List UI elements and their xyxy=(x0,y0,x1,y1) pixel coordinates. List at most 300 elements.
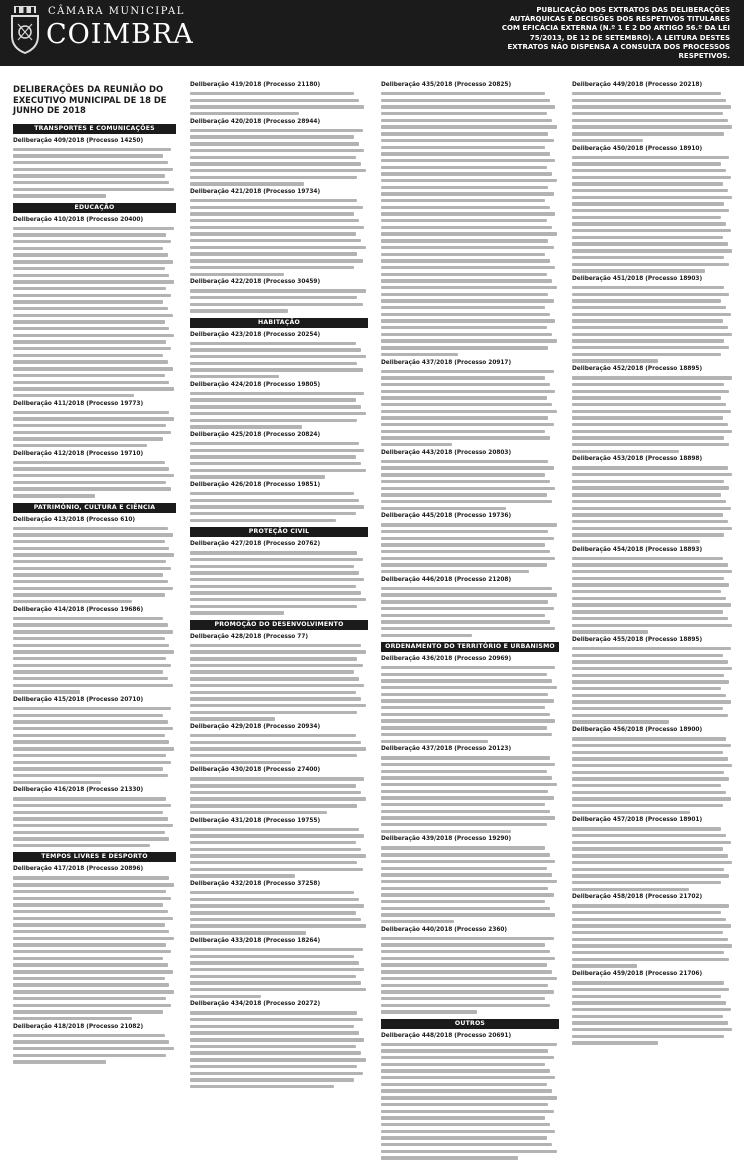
text-line xyxy=(381,810,550,813)
deliberation-title: Deliberação 433/2018 (Processo 18264) xyxy=(190,937,321,944)
text-line xyxy=(190,868,363,871)
text-line xyxy=(381,593,557,596)
text-line xyxy=(381,259,550,262)
text-line xyxy=(190,469,366,472)
text-line xyxy=(381,293,548,296)
text-line xyxy=(572,269,705,272)
text-line xyxy=(572,443,729,446)
deliberation-body xyxy=(381,756,559,833)
text-line xyxy=(572,319,723,322)
deliberation-body xyxy=(572,557,734,634)
text-line xyxy=(572,981,724,984)
text-line xyxy=(381,370,554,373)
section-header: EDUCAÇÃO xyxy=(13,203,176,213)
text-line xyxy=(381,907,550,910)
text-line xyxy=(13,897,171,900)
text-line xyxy=(572,654,723,657)
text-line xyxy=(13,957,163,960)
deliberation-body xyxy=(13,148,176,198)
text-line xyxy=(572,263,729,266)
text-line xyxy=(190,578,364,581)
text-line xyxy=(190,834,364,837)
text-line xyxy=(572,590,721,593)
text-line xyxy=(381,867,547,870)
text-line xyxy=(13,154,163,157)
text-line xyxy=(381,699,554,702)
text-line xyxy=(572,520,728,523)
text-line xyxy=(190,512,356,515)
text-line xyxy=(13,148,171,151)
deliberation-title: Deliberação 437/2018 (Processo 20123) xyxy=(381,746,512,753)
text-line xyxy=(190,246,366,249)
text-line xyxy=(381,396,547,399)
text-line xyxy=(572,700,731,703)
text-line xyxy=(13,168,173,171)
text-line xyxy=(381,326,547,329)
text-line xyxy=(572,286,724,289)
text-line xyxy=(381,803,545,806)
text-line xyxy=(381,493,547,496)
text-line xyxy=(572,563,728,566)
text-line xyxy=(572,430,732,433)
publication-notice: PUBLICAÇÃO DOS EXTRATOS DAS DELIBERAÇÕES AUTÁRQUICAS E DECISÕES DOS RESPETIVOS TITULARES COM EFICÁCIA EXTERNA (N.º 1 E 2 DO ARTIGO 56.º DA LEI 75/2013, DE 12 DE SETEMBRO). A LEITURA DESTES EXTRATOS NÃO DISPENSA A CONSULTA DOS PROCESSOS RESPETIVOS. xyxy=(501,6,730,61)
text-line xyxy=(381,776,552,779)
text-line xyxy=(190,995,261,998)
text-line xyxy=(190,492,354,495)
text-line xyxy=(572,196,732,199)
text-line xyxy=(190,1058,366,1061)
text-line xyxy=(13,774,168,777)
text-line xyxy=(190,804,357,807)
text-line xyxy=(190,505,364,508)
text-line xyxy=(381,125,557,128)
text-line xyxy=(381,557,555,560)
text-line xyxy=(190,232,356,235)
text-line xyxy=(13,593,165,596)
text-line xyxy=(190,591,361,594)
text-line xyxy=(13,727,173,730)
text-line xyxy=(381,460,548,463)
text-line xyxy=(572,209,729,212)
text-line xyxy=(190,697,361,700)
section-header: TEMPOS LIVRES E DESPORTO xyxy=(13,852,176,862)
text-line xyxy=(381,733,552,736)
deliberation-title: Deliberação 453/2018 (Processo 18898) xyxy=(572,456,703,463)
deliberation-title: Deliberação 437/2018 (Processo 20917) xyxy=(381,359,512,366)
text-line xyxy=(572,376,732,379)
text-line xyxy=(572,707,723,710)
deliberation-title: Deliberação 456/2018 (Processo 18900) xyxy=(572,727,703,734)
deliberation-title: Deliberação 419/2018 (Processo 21180) xyxy=(190,82,321,88)
text-line xyxy=(572,694,726,697)
text-line xyxy=(381,563,547,566)
municipality-label: CÂMARA MUNICIPAL xyxy=(48,6,185,17)
deliberation-body xyxy=(190,891,368,935)
text-line xyxy=(13,761,171,764)
text-line xyxy=(572,630,648,633)
text-line xyxy=(13,997,166,1000)
text-line xyxy=(572,911,721,914)
text-line xyxy=(572,660,728,663)
text-line xyxy=(381,1103,548,1106)
text-line xyxy=(13,227,174,230)
text-line xyxy=(190,112,299,115)
text-line xyxy=(190,961,359,964)
text-line xyxy=(190,611,284,614)
text-line xyxy=(381,627,555,630)
text-line xyxy=(190,475,325,478)
text-line xyxy=(572,687,721,690)
text-line xyxy=(190,841,356,844)
text-line xyxy=(190,375,279,378)
text-line xyxy=(572,92,721,95)
text-line xyxy=(572,125,732,128)
deliberation-body xyxy=(13,707,176,784)
text-line xyxy=(572,1028,732,1031)
text-line xyxy=(13,560,166,563)
text-line xyxy=(13,883,174,886)
column-content xyxy=(190,82,368,1088)
text-line xyxy=(13,437,163,440)
text-line xyxy=(381,887,548,890)
text-line xyxy=(381,152,550,155)
text-line xyxy=(13,411,169,414)
text-line xyxy=(13,876,169,879)
text-line xyxy=(381,146,545,149)
text-line xyxy=(190,182,304,185)
text-line xyxy=(572,450,679,453)
text-line xyxy=(13,950,171,953)
text-line xyxy=(190,551,357,554)
deliberation-title: Deliberação 458/2018 (Processo 21702) xyxy=(572,894,703,901)
column-4 xyxy=(572,80,734,1035)
text-line xyxy=(13,1004,171,1007)
text-line xyxy=(572,841,731,844)
text-line xyxy=(572,423,728,426)
text-line xyxy=(13,930,169,933)
text-line xyxy=(190,585,356,588)
deliberation-title: Deliberação 418/2018 (Processo 21082) xyxy=(13,1023,144,1030)
text-line xyxy=(190,219,359,222)
text-line xyxy=(13,381,169,384)
text-line xyxy=(190,105,364,108)
deliberation-title: Deliberação 449/2018 (Processo 20218) xyxy=(572,82,703,88)
text-line xyxy=(572,744,731,747)
text-line xyxy=(13,1017,132,1020)
text-line xyxy=(381,1156,518,1159)
deliberation-body xyxy=(572,827,734,891)
deliberation-body xyxy=(190,828,368,878)
text-line xyxy=(13,461,165,464)
deliberation-body xyxy=(13,461,176,498)
text-line xyxy=(381,1096,557,1099)
text-line xyxy=(190,988,366,991)
text-line xyxy=(572,99,726,102)
text-line xyxy=(190,571,359,574)
text-line xyxy=(381,507,506,510)
text-line xyxy=(190,259,363,262)
text-line xyxy=(572,333,732,336)
text-line xyxy=(13,690,80,693)
text-line xyxy=(572,964,637,967)
text-line xyxy=(381,403,552,406)
text-line xyxy=(190,199,357,202)
text-line xyxy=(381,279,552,282)
text-line xyxy=(381,970,552,973)
deliberation-body xyxy=(572,647,734,724)
text-line xyxy=(190,135,354,138)
text-line xyxy=(13,1047,174,1050)
text-line xyxy=(13,670,163,673)
column-content xyxy=(381,82,559,1160)
text-line xyxy=(190,684,364,687)
deliberation-title: Deliberação 457/2018 (Processo 18901) xyxy=(572,817,703,824)
text-line xyxy=(13,260,173,263)
deliberation-body xyxy=(190,777,368,814)
deliberation-title: Deliberação 439/2018 (Processo 19290) xyxy=(381,836,512,843)
text-line xyxy=(572,507,731,510)
text-line xyxy=(13,587,173,590)
text-line xyxy=(13,644,169,647)
text-line xyxy=(381,172,552,175)
text-line xyxy=(13,657,166,660)
text-line xyxy=(381,105,555,108)
text-line xyxy=(572,436,724,439)
deliberation-title: Deliberação 427/2018 (Processo 20762) xyxy=(190,541,321,548)
text-line xyxy=(13,781,101,784)
deliberation-body xyxy=(572,904,734,968)
text-line xyxy=(572,540,700,543)
text-line xyxy=(381,1136,547,1139)
text-line xyxy=(13,923,165,926)
deliberation-body xyxy=(190,1011,368,1088)
text-line xyxy=(13,320,165,323)
deliberation-body xyxy=(13,227,176,398)
text-line xyxy=(13,553,174,556)
deliberation-title: Deliberação 440/2018 (Processo 2360) xyxy=(381,926,508,933)
deliberation-body xyxy=(572,737,734,814)
text-line xyxy=(13,831,165,834)
section-header: TRANSPORTES E COMUNICAÇÕES xyxy=(13,124,176,134)
deliberation-body xyxy=(572,466,734,543)
text-line xyxy=(190,677,359,680)
text-line xyxy=(381,299,554,302)
text-line xyxy=(190,355,366,358)
text-line xyxy=(190,784,356,787)
text-line xyxy=(13,431,171,434)
text-line xyxy=(572,242,728,245)
deliberation-body xyxy=(381,666,559,743)
deliberation-body xyxy=(190,644,368,721)
text-line xyxy=(572,603,731,606)
text-line xyxy=(381,666,555,669)
text-line xyxy=(381,543,545,546)
deliberation-body xyxy=(190,442,368,479)
text-line xyxy=(572,881,721,884)
text-line xyxy=(190,948,363,951)
text-line xyxy=(572,480,724,483)
text-line xyxy=(572,486,729,489)
text-line xyxy=(13,474,174,477)
text-line xyxy=(190,1065,357,1068)
text-line xyxy=(190,691,356,694)
text-line xyxy=(190,664,363,667)
text-line xyxy=(13,367,173,370)
deliberation-body xyxy=(572,286,734,363)
text-line xyxy=(381,920,454,923)
text-line xyxy=(13,481,166,484)
text-line xyxy=(190,741,361,744)
text-line xyxy=(13,387,174,390)
text-line xyxy=(572,176,731,179)
deliberation-title: Deliberação 416/2018 (Processo 21330) xyxy=(13,787,144,794)
text-line xyxy=(572,1001,726,1004)
text-line xyxy=(381,416,548,419)
text-line xyxy=(381,132,548,135)
text-line xyxy=(381,783,557,786)
text-line xyxy=(381,1043,557,1046)
text-line xyxy=(190,848,361,851)
text-line xyxy=(381,530,548,533)
text-line xyxy=(13,767,163,770)
text-line xyxy=(572,577,724,580)
text-line xyxy=(381,719,555,722)
text-line xyxy=(381,466,554,469)
text-line xyxy=(13,837,169,840)
text-line xyxy=(190,558,363,561)
text-line xyxy=(381,1010,477,1013)
page-header xyxy=(0,0,744,66)
deliberation-body xyxy=(381,523,559,573)
text-line xyxy=(13,943,166,946)
text-line xyxy=(381,319,555,322)
text-line xyxy=(572,680,729,683)
text-line xyxy=(572,610,723,613)
text-line xyxy=(572,189,728,192)
deliberation-title: Deliberação 451/2018 (Processo 18903) xyxy=(572,275,703,282)
text-line xyxy=(381,614,545,617)
text-line xyxy=(13,287,166,290)
text-line xyxy=(572,797,731,800)
text-line xyxy=(190,206,363,209)
text-line xyxy=(381,570,529,573)
text-line xyxy=(572,216,721,219)
text-line xyxy=(13,267,165,270)
text-line xyxy=(190,368,363,371)
text-line xyxy=(13,1054,166,1057)
text-line xyxy=(572,169,726,172)
text-line xyxy=(572,667,732,670)
text-line xyxy=(13,527,168,530)
deliberation-body xyxy=(190,392,368,429)
text-line xyxy=(13,970,173,973)
text-line xyxy=(572,353,721,356)
text-line xyxy=(572,326,728,329)
deliberation-body xyxy=(190,342,368,379)
text-line xyxy=(572,861,732,864)
text-line xyxy=(190,981,361,984)
deliberation-body xyxy=(572,92,734,142)
text-line xyxy=(190,1045,356,1048)
text-line xyxy=(13,294,171,297)
text-line xyxy=(190,1011,357,1014)
text-line xyxy=(13,494,95,497)
text-line xyxy=(572,583,729,586)
text-line xyxy=(572,570,732,573)
text-line xyxy=(13,707,171,710)
text-line xyxy=(190,412,366,415)
text-line xyxy=(572,938,728,941)
deliberation-title: Deliberação 410/2018 (Processo 20400) xyxy=(13,216,144,223)
text-line xyxy=(381,984,548,987)
column-content xyxy=(572,82,734,1045)
text-line xyxy=(381,1143,552,1146)
deliberation-body xyxy=(190,289,368,312)
text-line xyxy=(572,624,732,627)
text-line xyxy=(381,219,547,222)
deliberation-body xyxy=(190,492,368,522)
text-line xyxy=(381,480,550,483)
text-line xyxy=(13,314,173,317)
text-line xyxy=(190,791,361,794)
deliberation-body xyxy=(190,948,368,998)
deliberation-title: Deliberação 459/2018 (Processo 21706) xyxy=(572,971,703,978)
text-line xyxy=(13,540,165,543)
text-line xyxy=(572,403,726,406)
deliberation-title: Deliberação 414/2018 (Processo 19686) xyxy=(13,606,144,613)
text-line xyxy=(381,232,557,235)
text-line xyxy=(190,1018,363,1021)
text-line xyxy=(572,493,721,496)
text-line xyxy=(381,796,554,799)
text-line xyxy=(381,770,547,773)
text-line xyxy=(190,670,354,673)
text-line xyxy=(381,179,557,182)
deliberation-body xyxy=(190,734,368,764)
deliberation-title: Deliberação 430/2018 (Processo 27400) xyxy=(190,767,321,774)
deliberation-title: Deliberação 426/2018 (Processo 19851) xyxy=(190,482,321,489)
text-line xyxy=(381,673,547,676)
text-line xyxy=(381,186,548,189)
text-line xyxy=(190,1072,363,1075)
deliberation-body xyxy=(381,846,559,923)
text-line xyxy=(190,462,361,465)
deliberation-title: Deliberação 424/2018 (Processo 19805) xyxy=(190,381,321,388)
text-line xyxy=(572,500,726,503)
text-line xyxy=(572,874,729,877)
text-line xyxy=(381,346,548,349)
deliberation-title: Deliberação 423/2018 (Processo 20254) xyxy=(190,331,321,338)
deliberation-title: Deliberação 435/2018 (Processo 20825) xyxy=(381,82,512,88)
deliberation-title: Deliberação 452/2018 (Processo 18895) xyxy=(572,366,703,373)
deliberation-title: Deliberação 412/2018 (Processo 19710) xyxy=(13,450,144,457)
text-line xyxy=(381,873,552,876)
text-line xyxy=(381,436,550,439)
text-line xyxy=(190,499,359,502)
text-line xyxy=(572,647,731,650)
text-line xyxy=(13,1040,169,1043)
deliberation-body xyxy=(381,460,559,510)
text-line xyxy=(572,771,724,774)
text-line xyxy=(381,246,554,249)
text-line xyxy=(13,240,171,243)
text-line xyxy=(190,309,288,312)
coat-of-arms-icon xyxy=(8,6,42,54)
text-line xyxy=(13,650,174,653)
text-line xyxy=(572,847,723,850)
text-line xyxy=(190,924,366,927)
deliberation-title: Deliberação 446/2018 (Processo 21208) xyxy=(381,576,512,583)
